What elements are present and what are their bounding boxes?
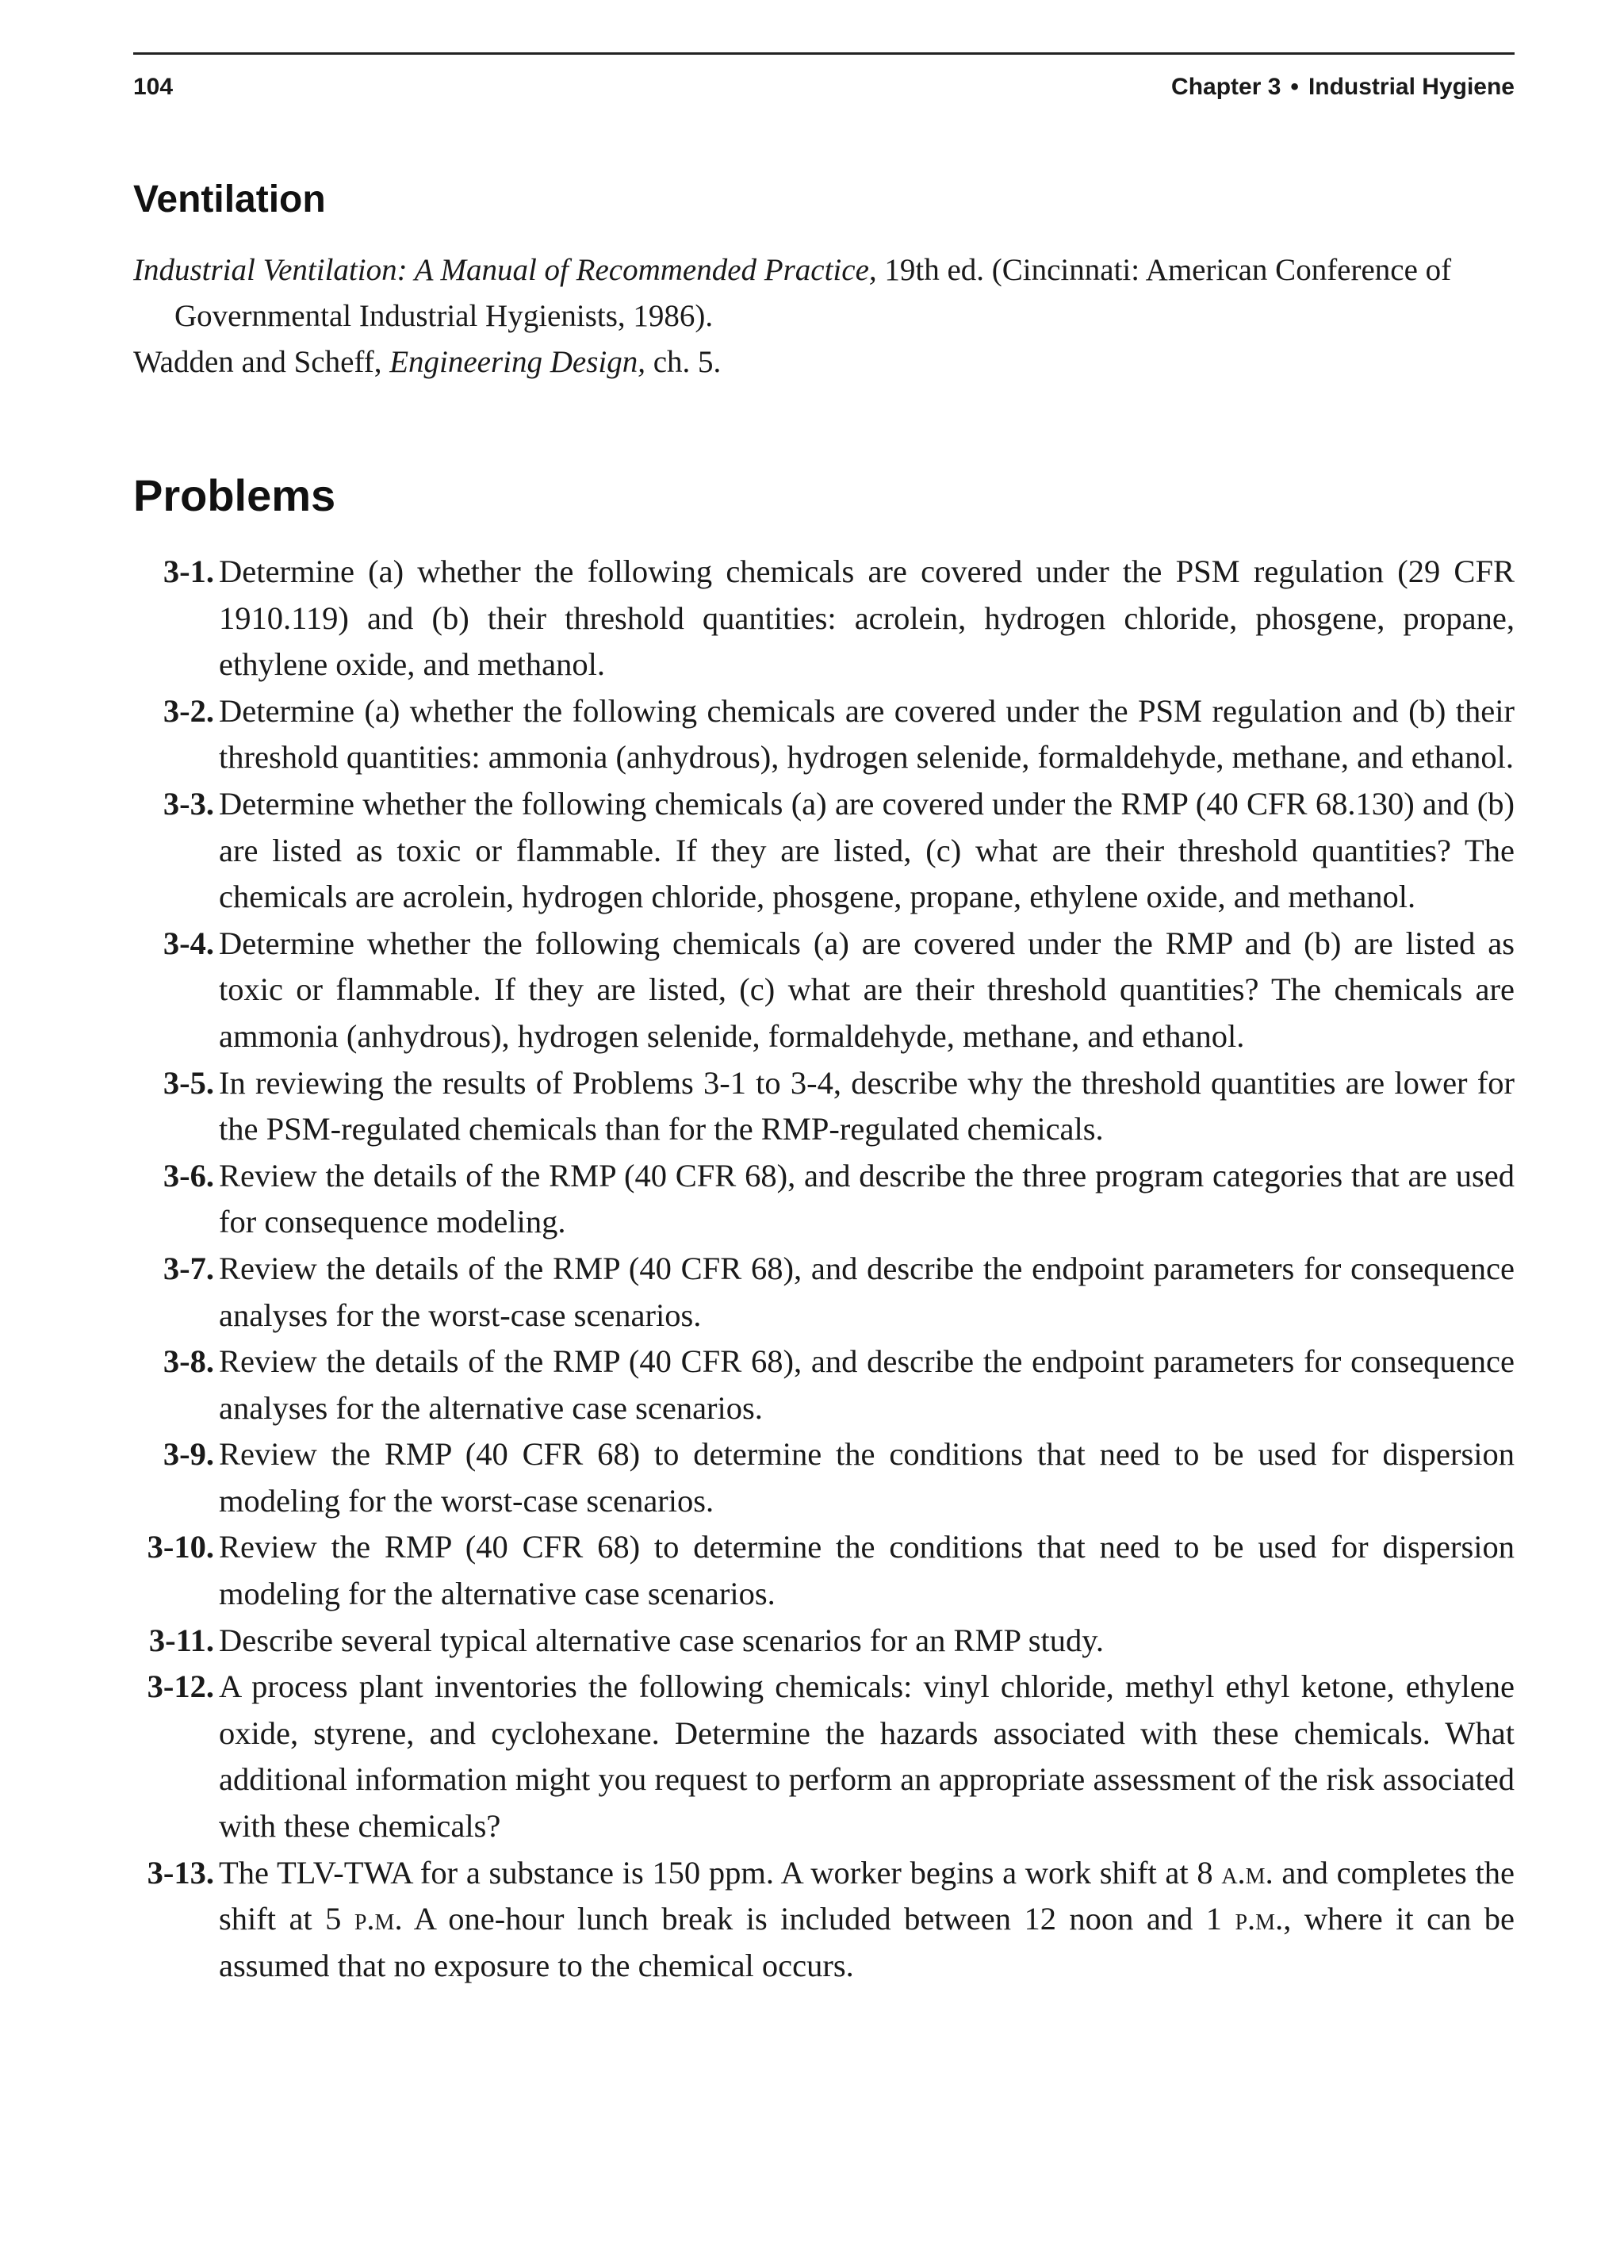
section-heading-ventilation: Ventilation	[133, 178, 326, 220]
time-am: a.m.	[1221, 1854, 1274, 1891]
problem-number: 3-8.	[163, 1343, 214, 1380]
problem-text: Describe several typical alternative case scenarios for an RMP study.	[219, 1622, 1104, 1658]
page-number: 104	[133, 74, 174, 100]
problem-number: 3-9.	[163, 1436, 214, 1473]
problem-text: Review the details of the RMP (40 CFR 68), and describe the three program categories that are used for consequence modeling.	[219, 1157, 1515, 1240]
reference-item	[133, 339, 1515, 385]
problem-number: 3-7.	[163, 1250, 214, 1286]
problem-item	[0, 1153, 1624, 1246]
problem-item	[0, 1850, 1624, 1990]
problem-text: Review the details of the RMP (40 CFR 68), and describe the endpoint parameters for consequence analyses for the worst-case scenarios.	[219, 1250, 1515, 1333]
problem-item	[0, 1339, 1624, 1431]
reference-list	[133, 247, 1515, 385]
problem-number: 3-10.	[147, 1529, 214, 1565]
problem-text: Review the details of the RMP (40 CFR 68), and describe the endpoint parameters for consequence analyses for the alternative case scenarios.	[219, 1343, 1515, 1426]
problem-number: 3-12.	[147, 1668, 214, 1705]
running-head	[1171, 74, 1515, 101]
problem-text: Review the RMP (40 CFR 68) to determine the conditions that need to be used for dispersion modeling for the worst-case scenarios.	[219, 1436, 1515, 1519]
running-header	[133, 52, 1515, 113]
problem-text	[219, 1855, 1515, 1983]
problem-item	[0, 1431, 1624, 1524]
problem-item	[0, 1060, 1624, 1153]
problem-item	[0, 1246, 1624, 1339]
problem-item	[0, 688, 1624, 781]
problem-number: 3-5.	[163, 1064, 214, 1101]
problem-number: 3-13.	[147, 1854, 214, 1891]
problem-item	[0, 1664, 1624, 1849]
problem-item	[0, 549, 1624, 688]
problem-text-part: A one-hour lunch break is included between 12 noon and 1	[402, 1901, 1235, 1937]
problem-text-part: and completes the shift at 5	[219, 1854, 1515, 1937]
problem-number: 3-11.	[148, 1622, 214, 1658]
reference-authors: Wadden and Scheff,	[133, 345, 390, 379]
problem-text: A process plant inventories the following chemicals: vinyl chloride, methyl ethyl ketone, ethylene oxide, styrene, and cyclohexane. Determine the hazards associated with these chemicals. What additional information might you request to perform an appropriate assessment of the risk associated with these chemicals?	[219, 1668, 1515, 1845]
reference-title: Industrial Ventilation: A Manual of Recommended Practice,	[133, 253, 877, 287]
problem-text: In reviewing the results of Problems 3-1 to 3-4, describe why the threshold quantities are lower for the PSM-regulated chemicals than for the RMP-regulated chemicals.	[219, 1064, 1515, 1147]
problem-item	[0, 1618, 1624, 1665]
problem-text: Determine (a) whether the following chemicals are covered under the PSM regulation (29 CFR 1910.119) and (b) their threshold quantities: acrolein, hydrogen chloride, phosgene, propane, ethylene oxide, and methanol.	[219, 554, 1515, 683]
problem-text-part: The TLV-TWA for a substance is 150 ppm. A worker begins a work shift at 8	[219, 1854, 1222, 1891]
reference-details: ch. 5.	[645, 345, 722, 379]
problem-number: 3-4.	[163, 925, 214, 961]
problem-item	[0, 1524, 1624, 1617]
reference-item	[133, 247, 1515, 339]
section-heading-problems: Problems	[133, 470, 336, 520]
reference-title: Engineering Design,	[389, 345, 645, 379]
problem-text: Determine (a) whether the following chemicals are covered under the PSM regulation and (b) their threshold quantities: ammonia (anhydrous), hydrogen selenide, formaldehyde, methane, and ethanol.	[219, 692, 1515, 776]
chapter-label: Chapter 3	[1171, 74, 1281, 100]
problem-item	[0, 921, 1624, 1060]
problem-number: 3-6.	[163, 1157, 214, 1193]
problem-text-part: , where it can be assumed that no exposure to the chemical occurs.	[219, 1901, 1515, 1983]
problem-text: Review the RMP (40 CFR 68) to determine the conditions that need to be used for dispersion modeling for the alternative case scenarios.	[219, 1529, 1515, 1612]
problem-text: Determine whether the following chemicals (a) are covered under the RMP and (b) are listed as toxic or flammable. If they are listed, (c) what are their threshold quantities? The chemicals are ammonia (anhydrous), hydrogen selenide, formaldehyde, methane, and ethanol.	[219, 925, 1515, 1054]
problem-text: Determine whether the following chemicals (a) are covered under the RMP (40 CFR 68.130) and (b) are listed as toxic or flammable. If they are listed, (c) what are their threshold quantities? The chemicals are acrolein, hydrogen chloride, phosgene, propane, ethylene oxide, and methanol.	[219, 785, 1515, 915]
problem-list	[0, 549, 1624, 1989]
chapter-title: Industrial Hygiene	[1308, 74, 1515, 100]
reference-details: 19th ed. (Cincinnati: American Conference of Governmental Industrial Hygienists, 1986).	[174, 253, 1452, 333]
problem-number: 3-3.	[163, 785, 214, 822]
time-pm: p.m.	[1235, 1901, 1284, 1937]
problem-number: 3-1.	[163, 554, 214, 589]
problem-number: 3-2.	[163, 692, 214, 729]
bullet-separator: •	[1290, 74, 1299, 100]
time-pm: p.m.	[354, 1901, 403, 1937]
problem-item	[0, 781, 1624, 921]
